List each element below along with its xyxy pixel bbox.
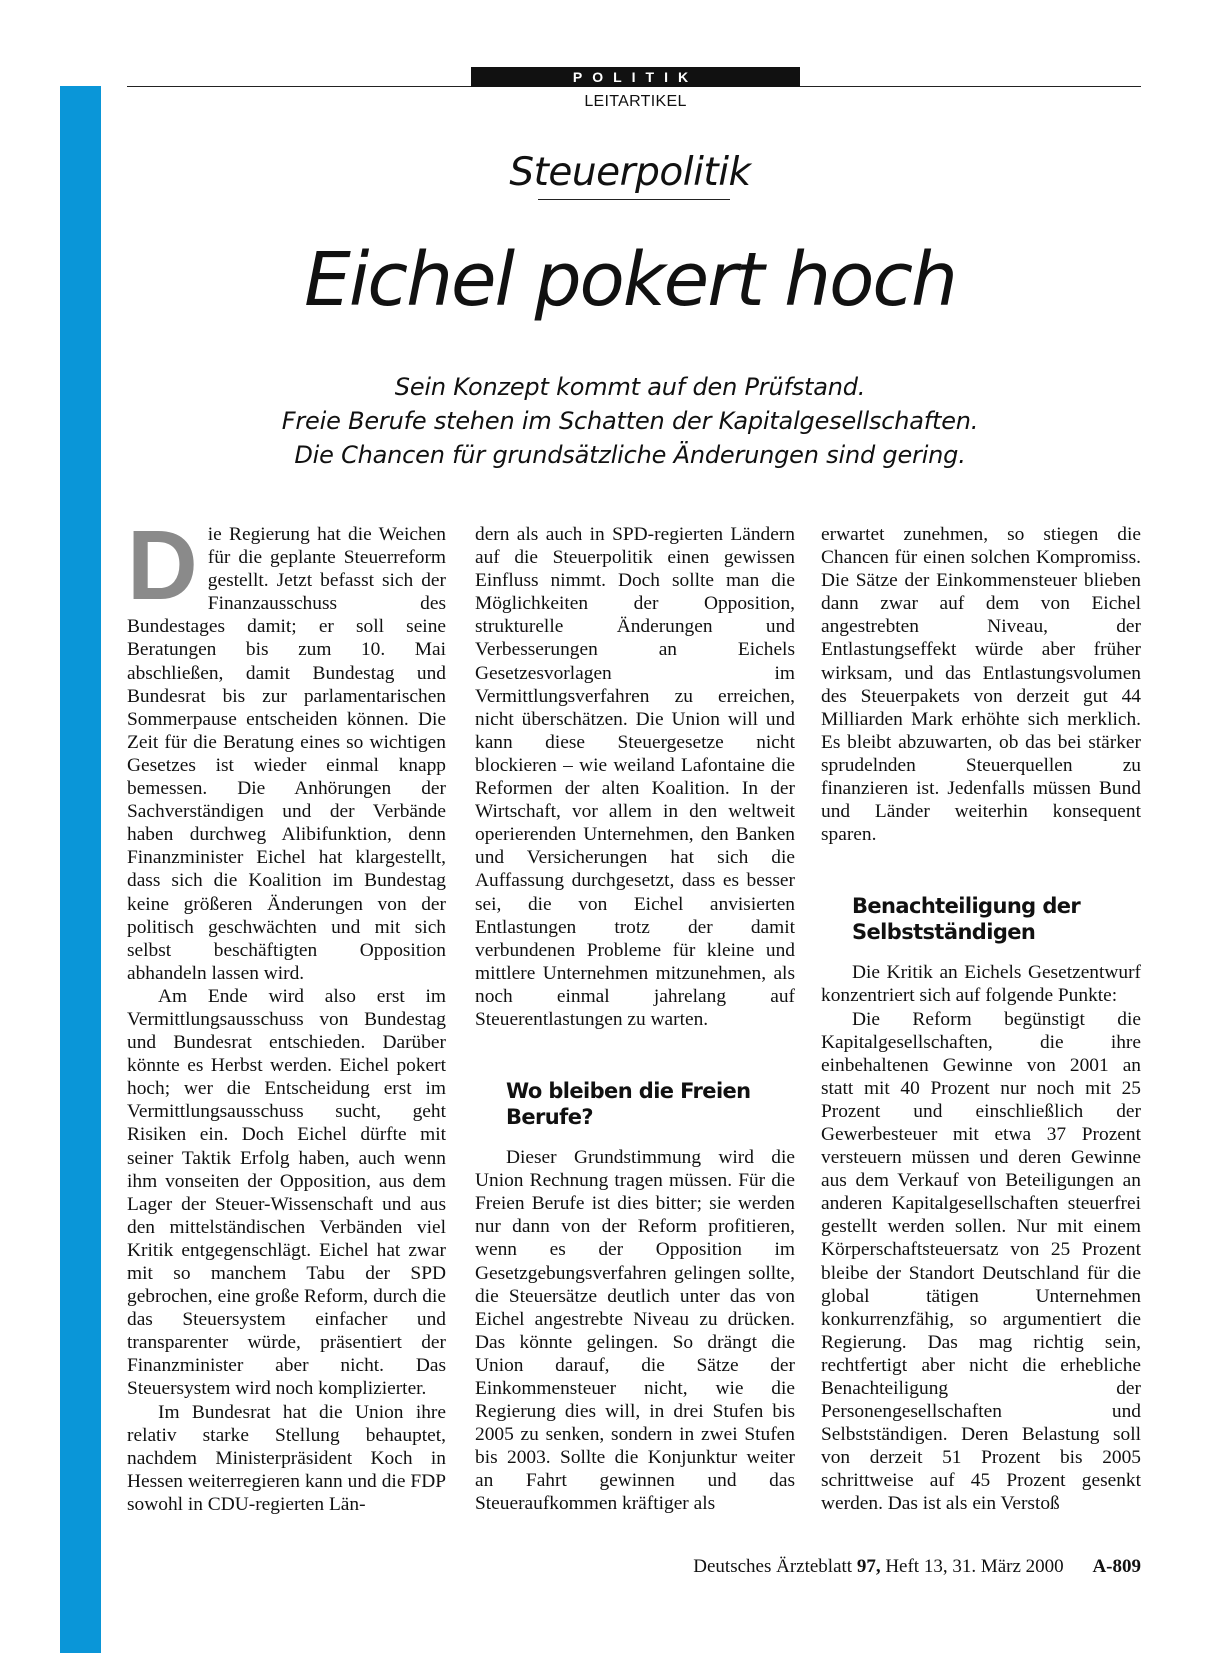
page-number: A-809 — [1092, 1556, 1141, 1577]
subheading-freie-berufe: Wo bleiben die Freien Berufe? — [506, 1079, 751, 1130]
paragraph: Dieser Grundstimmung wird die Union Rechnung tragen müssen. Für die Freien Berufe ist dies bitter; sie werden nur dann von der Reform profitieren, wenn es der Opposition im Gesetzgebungsverfahren gelingen sollte, die Steuersätze deutlich unter das von Eichel angestrebte Niveau zu drücken. Das könnte gelingen. So drängt die Union darauf, die Sätze der Einkommensteuer nicht, wie die Regierung dies will, in drei Stufen bis 2005 zu senken, sondern in zwei Stufen bis 2003. Sollte die Konjunktur weiter an Fahrt gewinnen und das Steueraufkommen kräftiger als — [475, 1147, 795, 1515]
page-footer — [693, 1556, 1141, 1578]
journal-issue: Heft 13, 31. März 2000 — [885, 1556, 1064, 1577]
journal-volume: 97, — [856, 1556, 881, 1577]
paragraph: Die Reform begünstigt die Kapitalgesellschaften, die ihre einbehaltenen Gewinne von 2001 an statt mit 40 Prozent nur noch mit 25 Prozent und einschließlich der Gewerbesteuer mit etwa 37 Prozent versteuern müssen und deren Gewinne aus dem Verkauf von Beteiligungen an anderen Kapitalgesellschaften steuerfrei gestellt werden sollen. Nur mit einem Körperschaftsteuersatz von 25 Prozent bleibe der Standort Deutschland für die global tätigen Unternehmen konkurrenzfähig, so argumentiert die Regierung. Das mag richtig sein, rechtfertigt aber nicht die erhebliche Benachteiligung der Personengesellschaften und Selbstständigen. Deren Belastung soll von derzeit 51 Prozent bis 2005 schrittweise auf 45 Prozent gesenkt werden. Das ist als ein Verstoß — [821, 1008, 1141, 1515]
sidebar-color-bar — [60, 86, 101, 1653]
paragraph: Am Ende wird also erst im Vermittlungsausschuss von Bundestag und Bundesrat entschieden. Darüber könnte es Herbst werden. Eichel pokert hoch; wer die Entscheidung erst im Vermittlungsausschuss sucht, geht Risiken ein. Doch Eichel dürfte mit seiner Taktik Erfolg haben, auch wenn ihm vonseiten der Opposition, aus dem Lager der Steuer-Wissenschaft und aus den mittelständischen Verbänden viel Kritik entgegenschlägt. Eichel hat zwar mit so manchem Tabu der SPD gebrochen, eine große Reform, durch die das Steuersystem einfacher und transparenter würde, präsentiert der Finanzminister aber nicht. Das Steuersystem wird noch komplizierter. — [127, 985, 446, 1400]
kicker-underline — [538, 199, 730, 200]
text-column-2 — [475, 523, 795, 1516]
lede-line: Die Chancen für grundsätzliche Änderungen sind gering. — [294, 441, 966, 469]
subheading-selbststaendige: Benachteiligung der Selbstständigen — [852, 894, 1081, 945]
article-headline: Eichel pokert hoch — [304, 237, 956, 323]
article-lede — [200, 370, 1060, 472]
text-column-3 — [821, 523, 1141, 1516]
text-column-1 — [127, 510, 446, 1516]
journal-name: Deutsches Ärzteblatt — [693, 1556, 853, 1577]
paragraph: Die Kritik an Eichels Gesetzentwurf konzentriert sich auf folgende Punkte: — [821, 962, 1141, 1007]
subsection-label: LEITARTIKEL — [584, 93, 687, 110]
section-label: POLITIK — [471, 67, 800, 87]
article-kicker: Steuerpolitik — [509, 150, 751, 195]
lede-line: Sein Konzept kommt auf den Prüfstand. — [394, 373, 866, 401]
paragraph: dern als auch in SPD-regierten Ländern auf die Steuerpolitik einen gewissen Einfluss nimmt. Doch sollte man die Möglichkeiten der Opposition, strukturelle Änderungen und Verbesserungen an Eichels Gesetzesvorlagen im Vermittlungsverfahren zu erreichen, nicht überschätzen. Die Union will und kann diese Steuergesetze nicht blockieren – wie weiland Lafontaine die Reformen der alten Koalition. In der Wirtschaft, vor allem in den weltweit operierenden Unternehmen, den Banken und Versicherungen hat sich die Auffassung durchgesetzt, dass es besser sei, die von Eichel anvisierten Entlastungen trotz der damit verbundenen Probleme für kleine und mittlere Unternehmen mitzunehmen, als noch einmal jahrelang auf Steuerentlastungen zu warten. — [475, 524, 795, 1030]
paragraph: erwartet zunehmen, so stiegen die Chancen für einen solchen Kompromiss. Die Sätze der Einkommensteuer blieben dann zwar auf dem von Eichel angestrebten Niveau, der Entlastungseffekt würde aber früher wirksam, und das Entlastungsvolumen des Steuerpakets von derzeit gut 44 Milliarden Mark erhöhte sich merklich. Es bleibt abzuwarten, ob das bei stärker sprudelnden Steuerquellen zu finanzieren ist. Jedenfalls müssen Bund und Länder weiterhin konsequent sparen. — [821, 524, 1141, 846]
paragraph: Im Bundesrat hat die Union ihre relativ starke Stellung behauptet, nachdem Ministerpräsident Koch in Hessen weiterregieren kann und die FDP sowohl in CDU-regierten Län- — [127, 1401, 446, 1515]
lede-line: Freie Berufe stehen im Schatten der Kapitalgesellschaften. — [281, 407, 979, 435]
drop-cap: D — [127, 510, 198, 620]
paragraph: ie Regierung hat die Weichen für die geplante Steuerreform gestellt. Jetzt befasst sich der Finanzausschuss des Bundestages damit; er soll seine Beratungen bis zum 10. Mai abschließen, damit Bundestag und Bundesrat bis zur parlamentarischen Sommerpause entscheiden können. Die Zeit für die Beratung eines so wichtigen Gesetzes ist wieder einmal knapp bemessen. Die Anhörungen der Sachverständigen und der Verbände haben durchweg Alibifunktion, denn Finanzminister Eichel hat klargestellt, dass sich die Koalition im Bundestag keine größeren Änderungen von der politisch geschwächten und mit sich selbst beschäftigten Opposition abhandeln lassen wird. — [127, 524, 446, 984]
